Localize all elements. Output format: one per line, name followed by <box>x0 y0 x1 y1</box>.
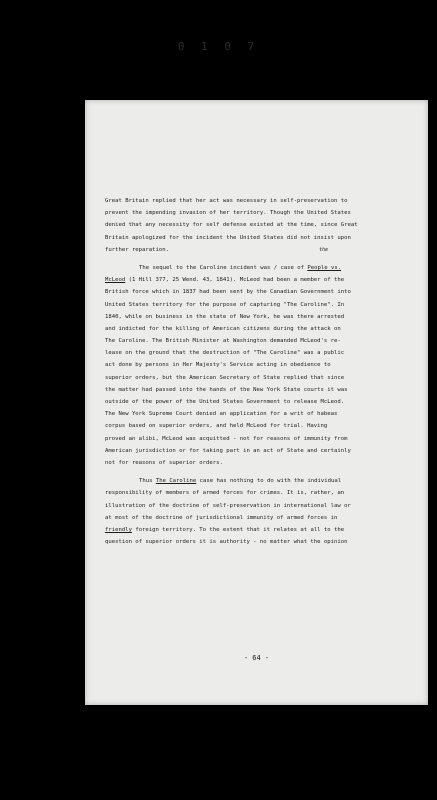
text-line: further reparation. <box>105 246 169 253</box>
text-line: 1840, while on business in the state of New York, he was there arrested <box>105 313 345 320</box>
text-line: illustration of the doctrine of self-preservation in international law or <box>105 502 351 509</box>
text-line: lease on the ground that the destruction of "The Caroline" was a public <box>105 350 345 357</box>
text-span: (1 Hill 377, 25 Wend. 43, 1841). McLeod had been a member of the <box>125 277 345 284</box>
text-line: United States territory for the purpose of capturing "The Caroline". In <box>105 301 345 308</box>
body-text <box>105 195 423 548</box>
text-span: The sequel to the Caroline incident was / case of <box>139 264 308 271</box>
text-line: responsibility of members of armed forces for crimes. It is, rather, an <box>105 490 345 497</box>
text-line: superior orders, but the American Secretary of State replied that since <box>105 374 345 381</box>
text-line <box>105 475 423 487</box>
text-line: outside of the power of the United States Government to release McLeod. <box>105 399 345 405</box>
film-frame-number: 0 1 0 7 <box>177 40 260 53</box>
text-span: foreign territory. To the extent that it relates at all to the <box>131 526 345 533</box>
text-line: British force which in 1837 had been sent by the Canadian Government into <box>105 289 351 296</box>
text-line: denied that any necessity for self defense existed at the time, since Great <box>105 222 358 229</box>
text-line: and indicted for the killing of American citizens during the attack on <box>105 325 341 332</box>
text-line: question of superior orders it is authority - no matter what the opinion <box>105 539 348 546</box>
text-line: The Caroline. The British Minister at Washington demanded McLeod's re- <box>105 338 341 345</box>
text-span: case has nothing to do with the individual <box>196 478 342 485</box>
page-number: - 64 - <box>243 654 270 662</box>
case-name-underlined: People vs. <box>307 264 342 271</box>
text-line <box>105 274 423 286</box>
text-line: American jurisdiction or for taking part in an act of State and certainly <box>105 447 351 454</box>
emphasis-underlined: friendly <box>105 526 132 533</box>
handwritten-insertion: the <box>319 247 329 253</box>
text-line: Britain apologized for the incident the United States did not insist upon <box>105 234 351 241</box>
text-line: not for reasons of superior orders. <box>105 459 223 466</box>
text-line: corpus based on superior orders, and held McLeod for trial. Having <box>105 423 328 430</box>
text-line: proved an alibi, McLeod was acquitted - not for reasons of immunity from <box>105 435 348 442</box>
text-line <box>105 262 423 274</box>
text-span: Thus <box>139 478 156 485</box>
text-line: act done by persons in Her Majesty's Service acting in obedience to <box>105 362 331 369</box>
text-line: prevent the impending invasion of her territory. Though the United States <box>105 210 351 217</box>
document-page <box>85 100 428 705</box>
text-line: at most of the doctrine of jurisdictional immunity of armed forces in <box>105 514 338 521</box>
case-name-underlined: McLeod <box>105 277 126 284</box>
text-line: Great Britain replied that her act was necessary in self-preservation to <box>105 198 348 204</box>
text-line: the matter had passed into the hands of the New York State courts it was <box>105 386 348 393</box>
text-line: The New York Supreme Court denied an application for a writ of habeas <box>105 411 338 418</box>
text-line <box>105 524 423 536</box>
case-name-underlined: The Caroline <box>155 478 197 485</box>
